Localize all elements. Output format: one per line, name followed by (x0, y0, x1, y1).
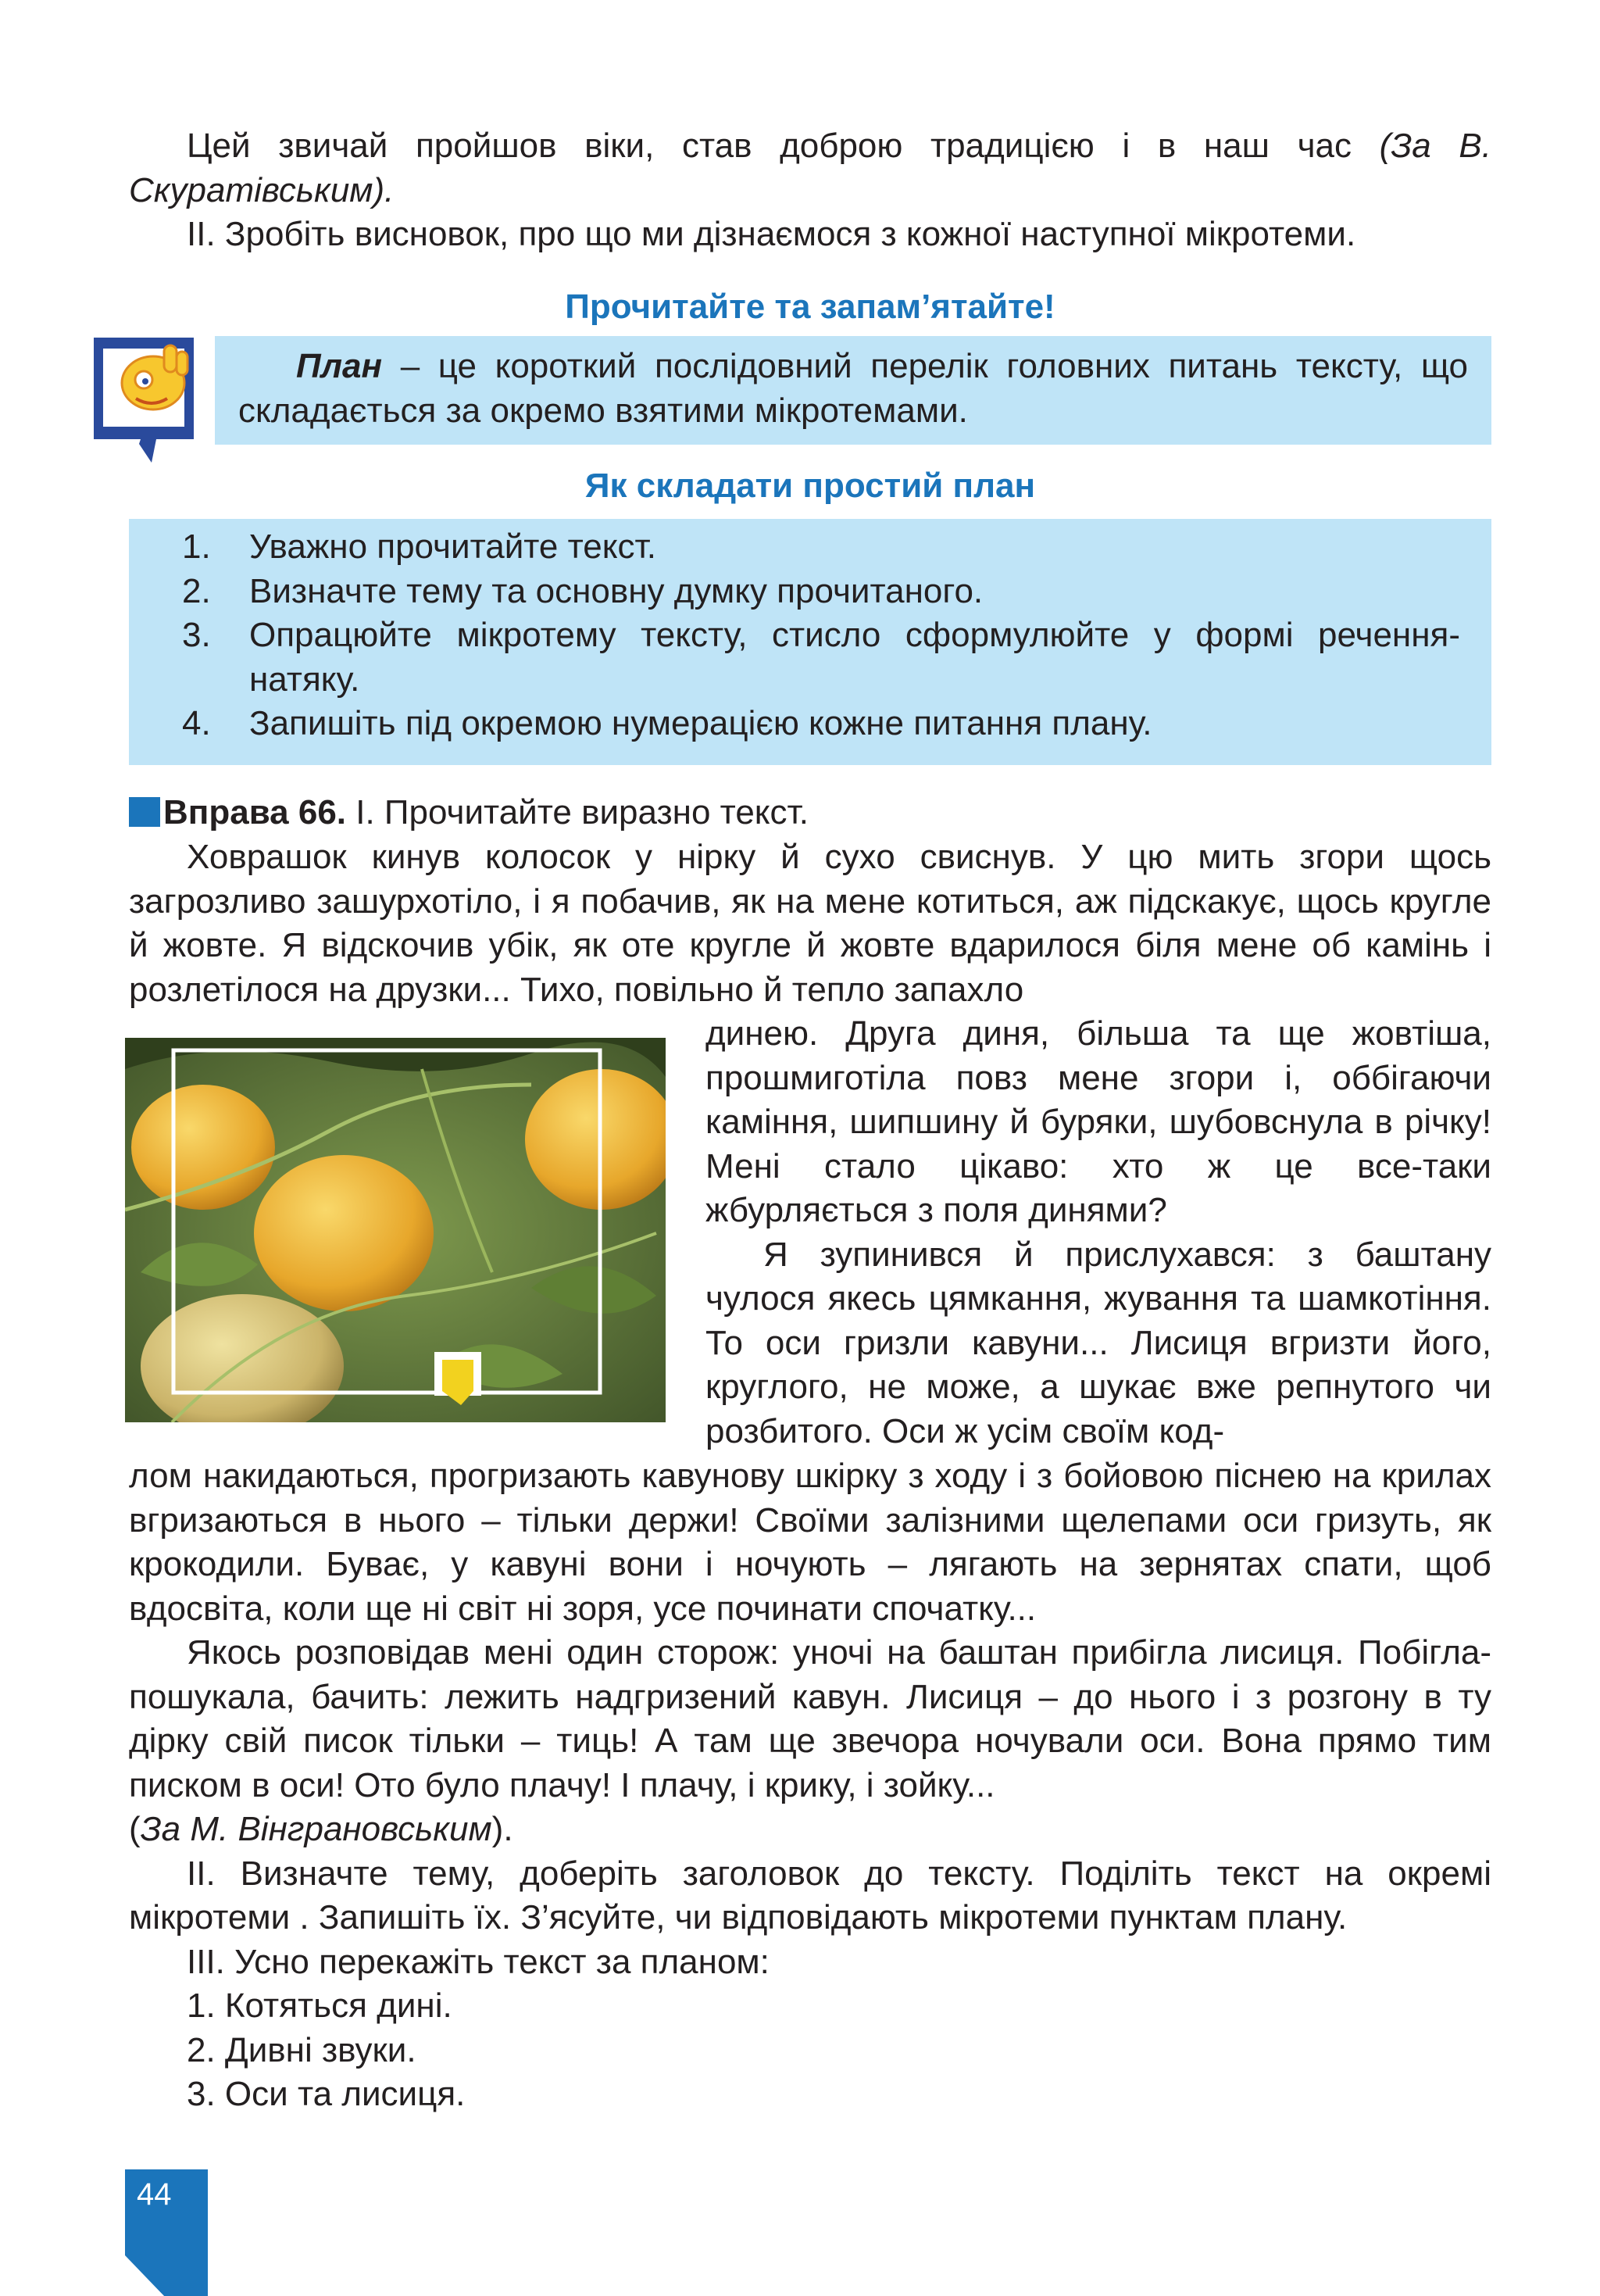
story-paragraph: Ховрашок кинув колосок у нірку й сухо свиснув. У цю мить згори щось загрозливо зашурхотіло, і я побачив, як на мене котиться, аж підскакує, щось кругле й жовте. Я відскочив убік, як оте кругле й жовте вдарилося біля мене об камінь і розлетілося на друзки... Тихо, повільно й тепло запахло (129, 838, 1491, 1009)
story-source (129, 1808, 1491, 1852)
step-text: Запишіть під окремою нумерацією кожне питання плану. (249, 704, 1152, 742)
remember-hand-icon (92, 334, 200, 467)
step-item (182, 570, 1460, 614)
intro-source: (За В. Скуратівським). (129, 127, 1491, 209)
exercise-task1: I. Прочитайте виразно текст. (346, 793, 809, 831)
story-paragraph: Я зупинився й прислухався: з баштану чулося якесь цямкання, жування та шамкотіння. То оси гризли кавуни... Лисиця вгризти його, круглого, не може, а шукає вже репнутого чи розбитого. Оси ж усім своїм код- (705, 1235, 1491, 1450)
story-paragraph: Якось розповідав мені один сторож: уночі на баштан прибігла лисиця. Побігла-пошукала, бачить: лежить надгризений кавун. Лисиця – до нього і з розгону в ту дірку свій писок тільки – тиць! А там ще звечора ночували оси. Вона прямо тим писком в оси! Ото було плачу! І плачу, і крику, і зойку... (129, 1633, 1491, 1804)
howto-heading: Як складати простий план (584, 467, 1036, 505)
step-item (182, 702, 1460, 746)
exercise-header (129, 791, 1491, 835)
page-number: 44 (137, 2177, 172, 2212)
step-item (182, 525, 1460, 570)
plan-item: 3. Оси та лисиця. (187, 2075, 466, 2113)
exercise-square-icon (129, 797, 160, 827)
intro-task: II. Зробіть висновок, про що ми дізнаємося з кожної наступної мікротеми. (187, 215, 1356, 253)
step-number: 3. (182, 616, 211, 654)
definition-term: План (296, 347, 383, 385)
source-author: За М. Вінграновським (140, 1810, 492, 1848)
story-top (129, 835, 1491, 1012)
story-paragraph: лом накидаються, прогризають кавунову шкірку з ходу і з бойовою піснею на крилах вгризаються в нього – тільки держи! Своїми залізними щелепами оси гризуть, як крокодили. Буває, у кавуні вони і ночують – лягають на зернятах спати, щоб вдосвіта, коли ще ні світ ні зоря, усе починати спочатку... (129, 1457, 1491, 1628)
definition-box (215, 336, 1491, 445)
melon-photo (125, 1038, 666, 1422)
intro-line: Цей звичай пройшов віки, став доброю традицією і в наш час (187, 127, 1352, 165)
step-number: 4. (182, 704, 211, 742)
step-number: 2. (182, 571, 211, 610)
step-number: 1. (182, 528, 211, 566)
intro-paragraph (129, 124, 1491, 213)
plan-item: 2. Дивні звуки. (187, 2030, 416, 2069)
exercise-task3: III. Усно перекажіть текст за планом: (187, 1942, 770, 1981)
exercise-title: Вправа 66. (163, 793, 347, 831)
steps-box (129, 519, 1491, 765)
step-text: Опрацюйте мікротему тексту, стисло сформулюйте у формі речення-натяку. (249, 616, 1460, 699)
story-bottom (129, 1454, 1491, 2117)
step-text: Визначте тему та основну думку прочитаного. (249, 571, 984, 610)
step-item (182, 613, 1460, 702)
definition-body: – це короткий послідовний перелік головних питань тексту, що складається за окремо взятими мікротемами. (238, 347, 1468, 430)
exercise-task2: II. Визначте тему, доберіть заголовок до тексту. Поділіть текст на окремі мікротеми . Запишіть їх. З’ясуйте, чи відповідають мікротеми пунктам плану. (129, 1854, 1491, 1937)
source-open: ( (129, 1810, 141, 1848)
plan-item: 1. Котяться дині. (187, 1987, 452, 2025)
story-paragraph: динею. Друга диня, більша та ще жовтіша, прошмиготіла повз мене згори і, оббігаючи каміння, шипшину й буряки, шубовснула в річку! Мені стало цікаво: хто ж це все-таки жбурляється з поля динями? (705, 1014, 1491, 1229)
definition-text (238, 345, 1468, 433)
step-text: Уважно прочитайте текст. (249, 528, 656, 566)
remember-heading: Прочитайте та запам’ятайте! (565, 288, 1055, 326)
intro-section (129, 124, 1491, 257)
source-close: ). (491, 1810, 513, 1848)
story-side (705, 1012, 1491, 1454)
